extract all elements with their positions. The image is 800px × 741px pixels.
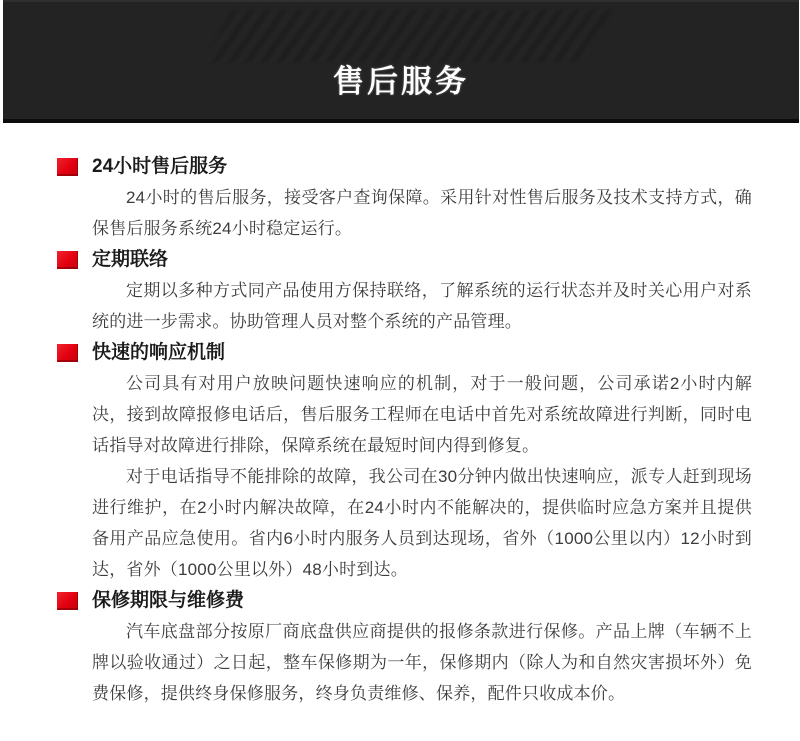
section-heading-row [57, 337, 752, 368]
section-24h-after-sales [92, 151, 752, 244]
page-header [3, 0, 799, 123]
page-title: 售后服务 [333, 64, 469, 99]
section-heading-row [57, 151, 752, 182]
section-rapid-response [92, 337, 752, 585]
section-paragraph: 对于电话指导不能排除的故障，我公司在30分钟内做出快速响应，派专人赶到现场进行维护，在2小时内解决故障，在24小时内不能解决的，提供临时应急方案并且提供备用产品应急使用。省内6小时内服务人员到达现场，省外（1000公里以内）12小时到达，省外（1000公里以外）48小时到达。 [92, 467, 752, 579]
section-regular-contact [92, 244, 752, 337]
section-heading-row [57, 244, 752, 275]
section-paragraph: 公司具有对用户放映问题快速响应的机制，对于一般问题，公司承诺2小时内解决，接到故障报修电话后，售后服务工程师在电话中首先对系统故障进行判断，同时电话指导对故障进行排除，保障系统在最短时间内得到修复。 [92, 374, 752, 455]
section-heading-row [57, 585, 752, 616]
red-square-bullet-icon [57, 251, 78, 269]
watermark [204, 10, 612, 62]
red-square-bullet-icon [57, 158, 78, 176]
section-paragraph: 定期以多种方式同产品使用方保持联络，了解系统的运行状态并及时关心用户对系统的进一步需求。协助管理人员对整个系统的产品管理。 [92, 281, 752, 331]
section-warranty-and-fees [92, 585, 752, 709]
content [0, 123, 800, 709]
section-heading: 定期联络 [92, 249, 169, 270]
section-heading: 快速的响应机制 [92, 342, 226, 363]
section-paragraph: 24小时的售后服务，接受客户查询保障。采用针对性售后服务及技术支持方式，确保售后服务系统24小时稳定运行。 [92, 188, 752, 238]
red-square-bullet-icon [57, 344, 78, 362]
section-heading: 保修期限与维修费 [92, 590, 245, 611]
red-square-bullet-icon [57, 592, 78, 610]
section-paragraph: 汽车底盘部分按原厂商底盘供应商提供的报修条款进行保修。产品上牌（车辆不上牌以验收通过）之日起，整车保修期为一年，保修期内（除人为和自然灾害损坏外）免费保修，提供终身保修服务，终身负责维修、保养，配件只收成本价。 [92, 622, 752, 703]
section-heading: 24小时售后服务 [92, 156, 228, 177]
